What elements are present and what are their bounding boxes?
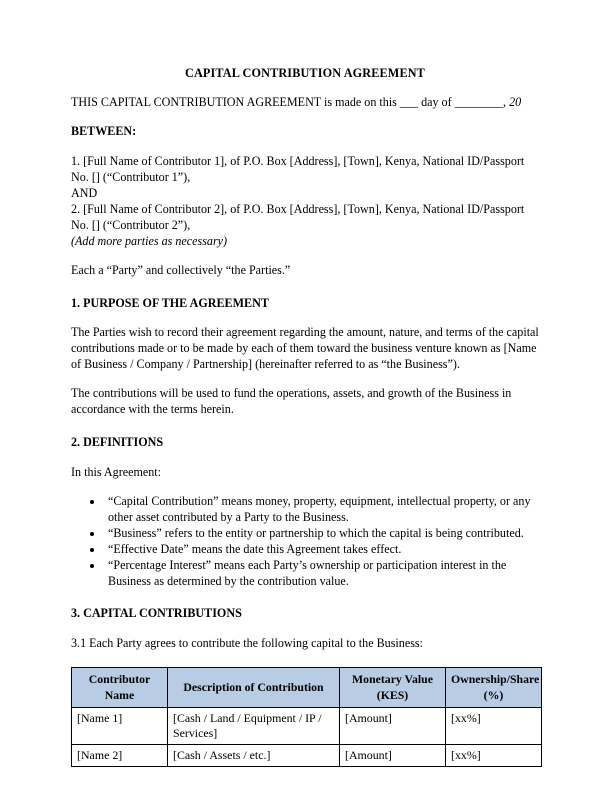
header-line-1: Contributor <box>88 672 151 687</box>
document-body <box>71 66 539 767</box>
party-1-line-2: No. [] (“Contributor 1”), <box>71 169 191 184</box>
table-row <box>72 708 542 745</box>
between-label: BETWEEN: <box>71 124 137 139</box>
section-heading-purpose: 1. PURPOSE OF THE AGREEMENT <box>71 295 269 310</box>
list-item: • “Effective Date” means the date this Agreement takes effect. <box>104 542 539 558</box>
cell-contributor-name: [Name 2] <box>72 745 168 767</box>
definitions-intro: In this Agreement: <box>71 464 162 479</box>
table-header-contributor-name <box>72 668 168 708</box>
section-heading-capital-contributions: 3. CAPITAL CONTRIBUTIONS <box>71 606 242 621</box>
header-line-2: (KES) <box>376 687 409 702</box>
table-header-monetary-value <box>340 668 446 708</box>
table-header-ownership-share <box>446 668 542 708</box>
purpose-paragraph-2: The contributions will be used to fund the operations, assets, and growth of the Business in accordance with the terms herein. <box>71 386 512 417</box>
parties-block <box>71 154 539 250</box>
cell-description: [Cash / Assets / etc.] <box>168 745 340 767</box>
list-item: • “Capital Contribution” means money, property, equipment, intellectual property, or any other asset contributed by a Party to the Business. <box>104 494 539 526</box>
parties-note: (Add more parties as necessary) <box>71 233 228 248</box>
cell-monetary-value: [Amount] <box>340 708 446 745</box>
table-row <box>72 745 542 767</box>
header-line-1: Ownership/Share <box>451 672 540 687</box>
header-line-1: Monetary Value <box>352 672 433 687</box>
cell-description: [Cash / Land / Equipment / IP / Services] <box>168 708 340 745</box>
definitions-list <box>71 494 539 590</box>
page-title: CAPITAL CONTRIBUTION AGREEMENT <box>185 66 425 80</box>
parties-definition: Each a “Party” and collectively “the Parties.” <box>71 262 291 277</box>
cell-contributor-name: [Name 1] <box>72 708 168 745</box>
purpose-paragraph-1: The Parties wish to record their agreement regarding the amount, nature, and terms of the capital contributions made or to be made by each of them toward the business venture known as [Name of Business / Company / Partnership] (hereinafter referred to as “the Business”). <box>71 325 539 372</box>
header-line-2: Name <box>104 687 135 702</box>
list-item: • “Percentage Interest” means each Party’s ownership or participation interest in the Business as determined by the contribution value. <box>104 558 539 590</box>
table-header-row <box>72 668 542 708</box>
preamble-paragraph <box>71 95 539 111</box>
preamble-year: 20 <box>509 95 522 110</box>
party-2-line-2: No. [] (“Contributor 2”), <box>71 217 191 232</box>
cell-monetary-value: [Amount] <box>340 745 446 767</box>
capital-contributions-table <box>71 667 542 767</box>
party-2-line-1: 2. [Full Name of Contributor 2], of P.O. Box [Address], [Town], Kenya, National ID/Passport <box>71 201 525 216</box>
cell-ownership-share: [xx%] <box>446 745 542 767</box>
cell-ownership-share: [xx%] <box>446 708 542 745</box>
party-1-line-1: 1. [Full Name of Contributor 1], of P.O. Box [Address], [Town], Kenya, National ID/Passport <box>71 153 525 168</box>
header-line-2: (%) <box>483 687 504 702</box>
table-header-description: Description of Contribution <box>168 668 340 708</box>
list-item: • “Business” refers to the entity or partnership to which the capital is being contributed. <box>104 526 539 542</box>
parties-conjunction: AND <box>71 185 98 200</box>
capital-contributions-intro: 3.1 Each Party agrees to contribute the following capital to the Business: <box>71 636 423 651</box>
section-heading-definitions: 2. DEFINITIONS <box>71 435 164 450</box>
preamble-text: THIS CAPITAL CONTRIBUTION AGREEMENT is made on this ___ day of ________, <box>71 95 507 110</box>
